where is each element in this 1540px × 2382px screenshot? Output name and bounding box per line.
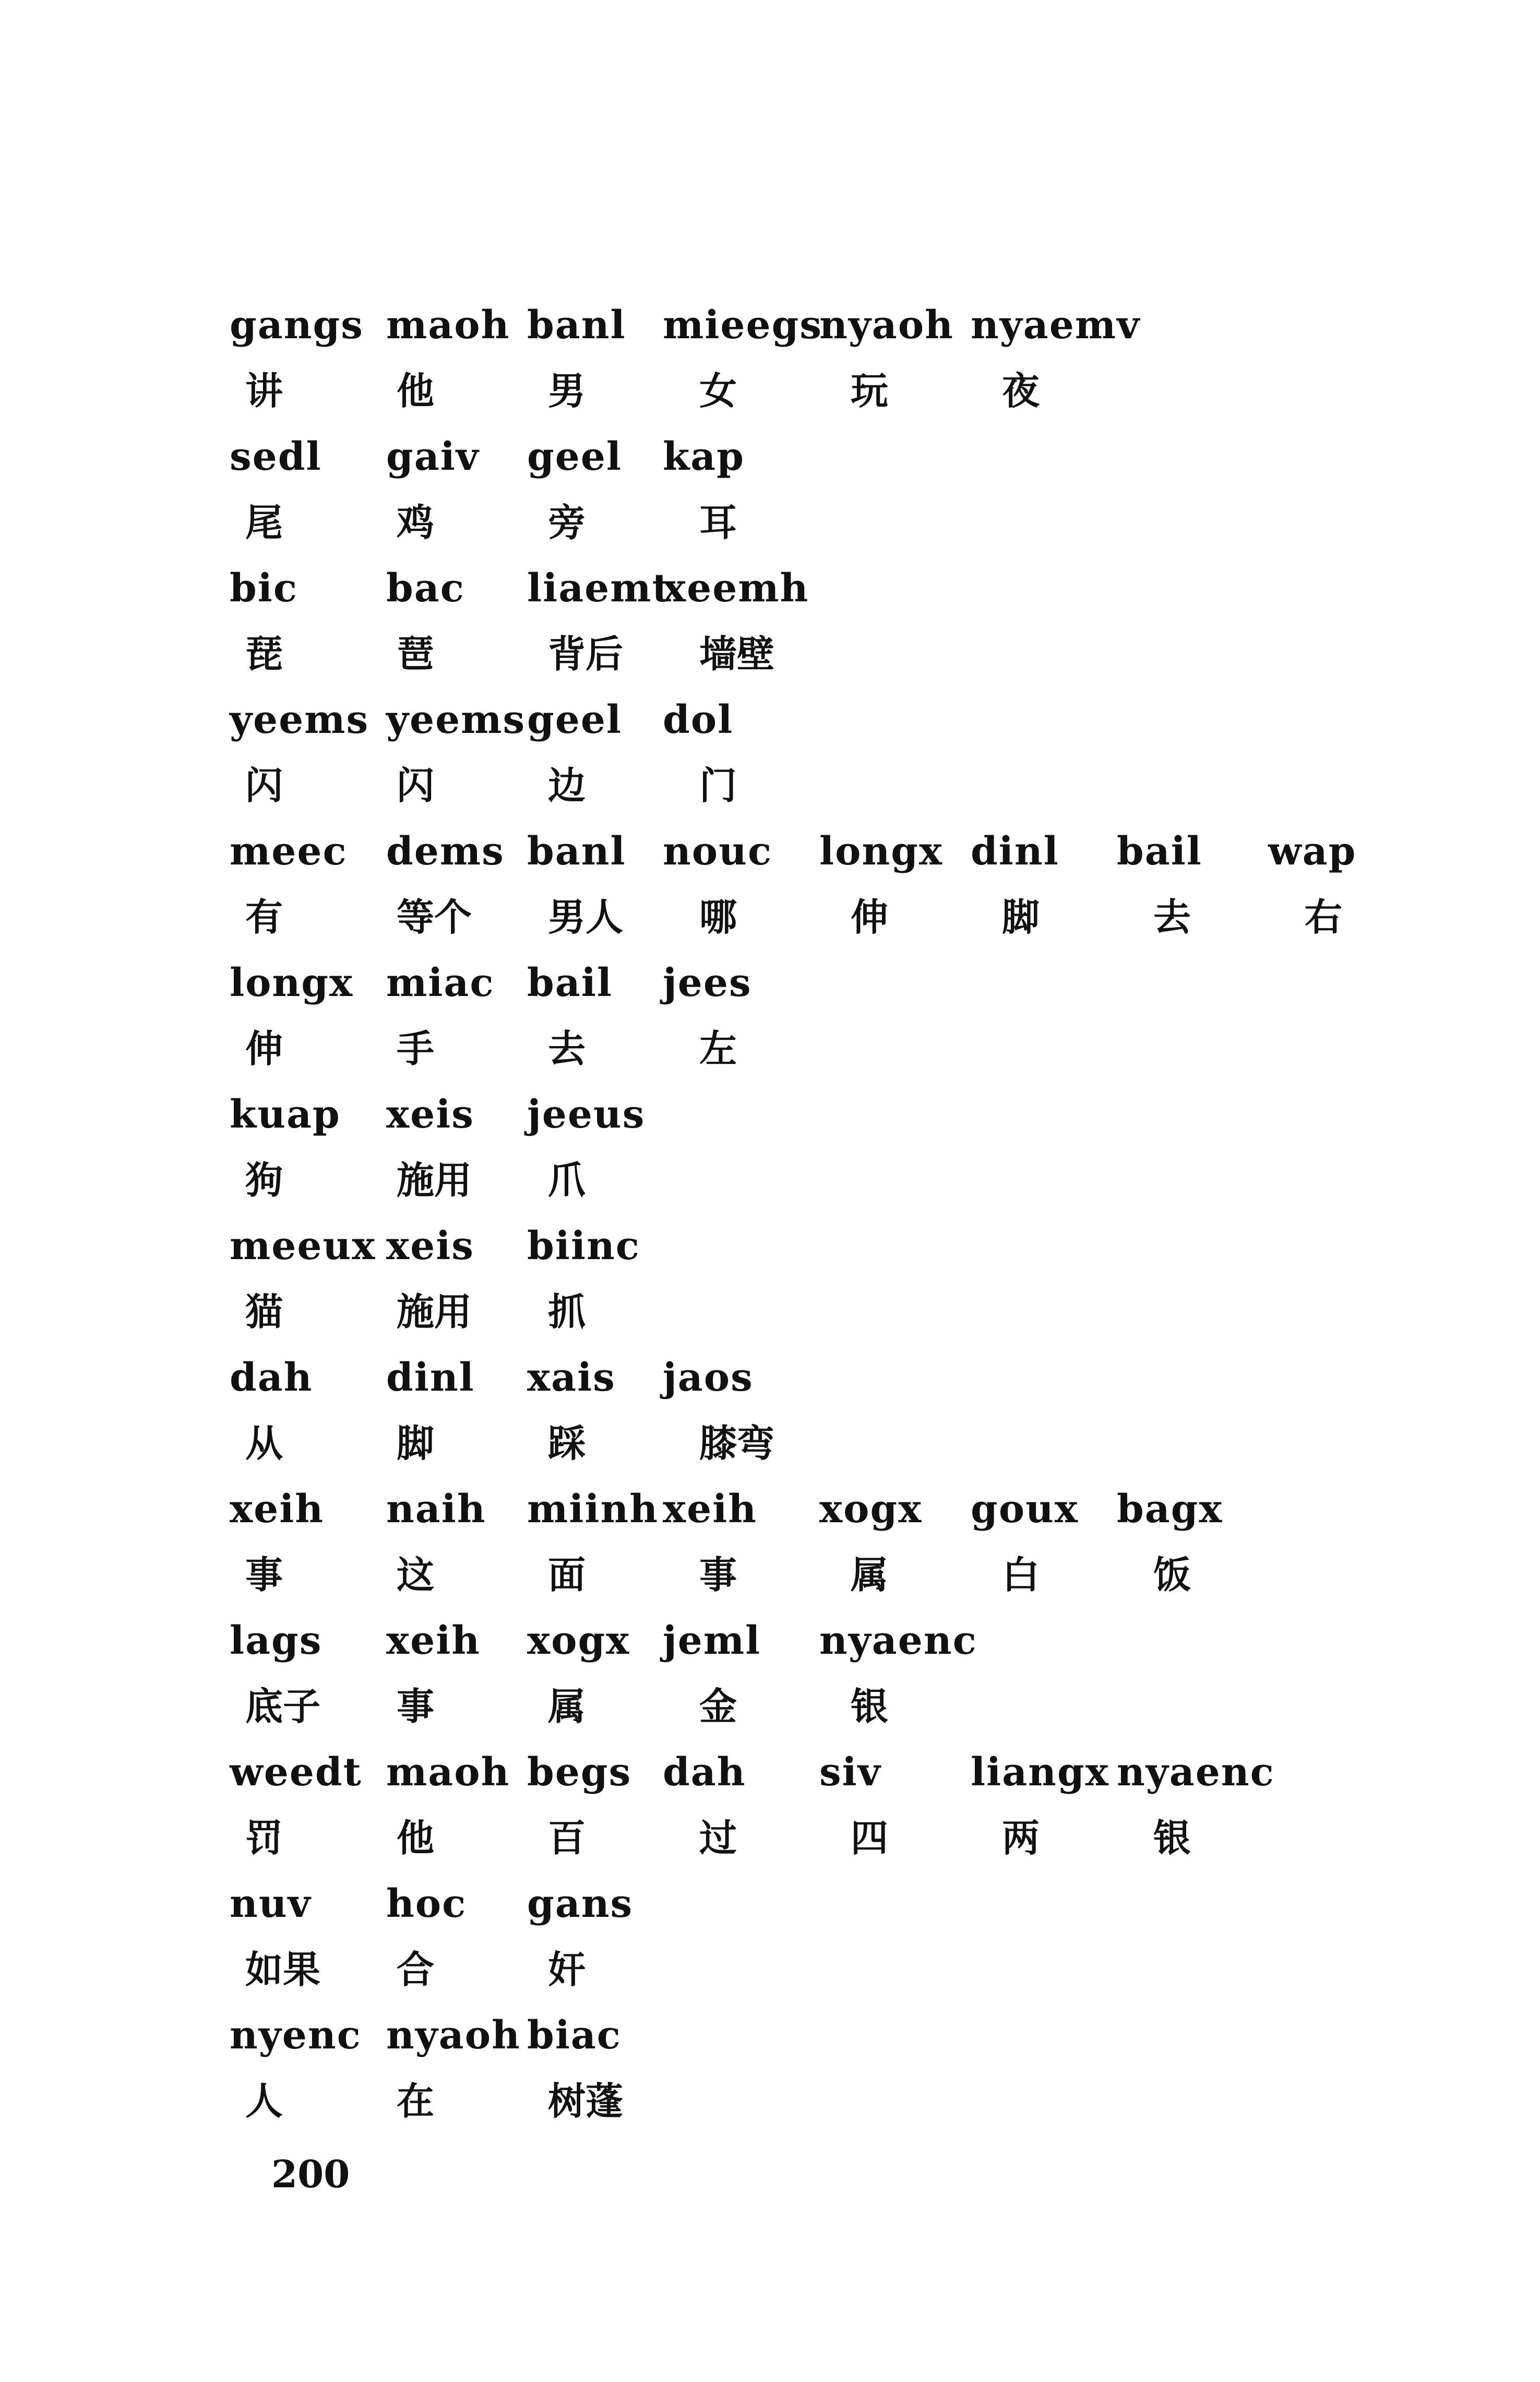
line-pair <box>230 1608 1430 1739</box>
gloss-word: 饭 <box>1153 1553 1191 1597</box>
gloss-word: 奸 <box>548 1948 586 1992</box>
transcription-word: yeems <box>386 697 526 742</box>
gloss-word: 底子 <box>245 1685 321 1728</box>
transcription-line <box>230 1476 1430 1542</box>
line-pair <box>230 819 1430 950</box>
transcription-word: bail <box>1117 829 1202 874</box>
transcription-word: miac <box>386 961 495 1005</box>
gloss-word: 踩 <box>548 1421 586 1465</box>
gloss-word: 手 <box>397 1027 435 1071</box>
transcription-word: banl <box>527 303 626 348</box>
gloss-word: 过 <box>699 1816 737 1860</box>
gloss-word: 耳 <box>699 501 737 544</box>
gloss-word: 尾 <box>245 501 283 544</box>
line-pair <box>230 555 1430 687</box>
transcription-word: nyenc <box>230 2013 362 2058</box>
transcription-word: maoh <box>386 1750 510 1795</box>
gloss-word: 事 <box>699 1553 737 1597</box>
transcription-word: gans <box>527 1881 634 1926</box>
gloss-word: 在 <box>397 2079 435 2123</box>
transcription-word: nyaemv <box>971 303 1141 348</box>
gloss-word: 银 <box>1153 1816 1191 1860</box>
gloss-word: 伸 <box>245 1027 283 1071</box>
gloss-word: 四 <box>851 1816 889 1860</box>
gloss-line <box>230 884 1430 950</box>
line-pair <box>230 1345 1430 1476</box>
transcription-word: banl <box>527 829 626 874</box>
transcription-word: maoh <box>386 303 510 348</box>
gloss-word: 事 <box>245 1553 283 1597</box>
transcription-word: jeeus <box>527 1092 646 1137</box>
transcription-word: nyaoh <box>386 2013 521 2058</box>
transcription-word: xais <box>527 1355 616 1400</box>
transcription-line <box>230 950 1430 1016</box>
transcription-word: kap <box>663 434 745 479</box>
transcription-line <box>230 424 1430 490</box>
transcription-line <box>230 1871 1430 1937</box>
gloss-word: 闪 <box>245 764 283 808</box>
gloss-word: 这 <box>397 1553 435 1597</box>
gloss-word: 门 <box>699 764 737 808</box>
transcription-word: nouc <box>663 829 773 874</box>
transcription-word: xogx <box>819 1487 923 1532</box>
transcription-line <box>230 1345 1430 1411</box>
transcription-word: bail <box>527 961 613 1005</box>
transcription-word: jaos <box>663 1355 754 1400</box>
gloss-word: 抓 <box>548 1290 586 1334</box>
gloss-line <box>230 753 1430 819</box>
transcription-word: lags <box>230 1618 323 1663</box>
gloss-word: 琵 <box>245 632 283 676</box>
gloss-word: 属 <box>548 1685 586 1728</box>
transcription-line <box>230 819 1430 884</box>
gloss-line <box>230 490 1430 555</box>
gloss-line <box>230 1016 1430 1082</box>
gloss-word: 银 <box>851 1685 889 1728</box>
gloss-word: 男人 <box>548 895 624 939</box>
gloss-word: 有 <box>245 895 283 939</box>
transcription-word: jees <box>663 961 752 1005</box>
gloss-word: 两 <box>1002 1816 1040 1860</box>
gloss-word: 如果 <box>245 1948 321 1992</box>
gloss-line <box>230 1937 1430 2002</box>
transcription-word: dems <box>386 829 505 874</box>
transcription-word: kuap <box>230 1092 341 1137</box>
gloss-word: 伸 <box>851 895 889 939</box>
transcription-word: miinh <box>527 1487 659 1532</box>
gloss-word: 等个 <box>397 895 472 939</box>
transcription-word: siv <box>819 1750 881 1795</box>
transcription-word: longx <box>230 961 354 1005</box>
transcription-word: naih <box>386 1487 486 1532</box>
gloss-word: 边 <box>548 764 586 808</box>
line-pair <box>230 1082 1430 1213</box>
gloss-word: 去 <box>1153 895 1191 939</box>
gloss-word: 狗 <box>245 1158 283 1202</box>
transcription-word: bic <box>230 566 298 611</box>
transcription-word: meeux <box>230 1224 376 1269</box>
transcription-word: xeemh <box>663 566 809 611</box>
line-pair <box>230 1739 1430 1871</box>
gloss-word: 白 <box>1002 1553 1040 1597</box>
transcription-word: geel <box>527 697 623 742</box>
line-pair <box>230 687 1430 819</box>
line-pair <box>230 1213 1430 1345</box>
gloss-word: 女 <box>699 369 737 413</box>
line-pair <box>230 950 1430 1082</box>
gloss-word: 他 <box>397 369 435 413</box>
gloss-word: 琶 <box>397 632 435 676</box>
gloss-word: 男 <box>548 369 586 413</box>
gloss-word: 脚 <box>397 1421 435 1465</box>
gloss-word: 合 <box>397 1948 435 1992</box>
transcription-line <box>230 1608 1430 1674</box>
gloss-word: 面 <box>548 1553 586 1597</box>
gloss-word: 罚 <box>245 1816 283 1860</box>
gloss-word: 爪 <box>548 1158 586 1202</box>
gloss-word: 金 <box>699 1685 737 1728</box>
transcription-word: liangx <box>971 1750 1109 1795</box>
transcription-word: xeis <box>386 1224 474 1269</box>
gloss-word: 施用 <box>397 1290 472 1334</box>
transcription-word: dol <box>663 697 734 742</box>
transcription-word: dah <box>230 1355 313 1400</box>
gloss-word: 去 <box>548 1027 586 1071</box>
gloss-word: 右 <box>1305 895 1343 939</box>
line-pair <box>230 1871 1430 2002</box>
gloss-line <box>230 1805 1430 1871</box>
gloss-line <box>230 1147 1430 1213</box>
gloss-word: 树蓬 <box>548 2079 624 2123</box>
gloss-word: 玩 <box>851 369 889 413</box>
transcription-word: longx <box>819 829 944 874</box>
transcription-line <box>230 1082 1430 1147</box>
gloss-word: 讲 <box>245 369 283 413</box>
transcription-line <box>230 2002 1430 2068</box>
gloss-word: 左 <box>699 1027 737 1071</box>
gloss-word: 施用 <box>397 1158 472 1202</box>
transcription-word: mieegs <box>663 303 822 348</box>
gloss-line <box>230 621 1430 687</box>
transcription-word: wap <box>1268 829 1357 874</box>
transcription-line <box>230 687 1430 753</box>
page-number: 200 <box>271 2152 350 2196</box>
gloss-word: 人 <box>245 2079 283 2123</box>
gloss-word: 哪 <box>699 895 737 939</box>
line-pair <box>230 424 1430 555</box>
transcription-word: dinl <box>386 1355 475 1400</box>
transcription-word: yeems <box>230 697 369 742</box>
transcription-word: dinl <box>971 829 1059 874</box>
gloss-word: 他 <box>397 1816 435 1860</box>
transcription-word: goux <box>971 1487 1079 1532</box>
gloss-word: 事 <box>397 1685 435 1728</box>
interlinear-text <box>230 292 1430 2134</box>
gloss-word: 猫 <box>245 1290 283 1334</box>
gloss-word: 属 <box>851 1553 889 1597</box>
transcription-word: bac <box>386 566 465 611</box>
transcription-word: nyaenc <box>819 1618 977 1663</box>
gloss-word: 旁 <box>548 501 586 544</box>
gloss-line <box>230 1411 1430 1476</box>
line-pair <box>230 2002 1430 2134</box>
transcription-word: bagx <box>1117 1487 1223 1532</box>
gloss-line <box>230 358 1430 424</box>
transcription-word: xeih <box>386 1618 481 1663</box>
transcription-line <box>230 292 1430 358</box>
transcription-word: xeih <box>230 1487 325 1532</box>
transcription-word: geel <box>527 434 623 479</box>
transcription-word: xeis <box>386 1092 474 1137</box>
transcription-word: nuv <box>230 1881 312 1926</box>
transcription-word: biac <box>527 2013 622 2058</box>
gloss-line <box>230 1279 1430 1345</box>
transcription-line <box>230 1213 1430 1279</box>
transcription-word: weedt <box>230 1750 362 1795</box>
gloss-word: 墙壁 <box>699 632 775 676</box>
gloss-word: 从 <box>245 1421 283 1465</box>
transcription-word: gaiv <box>386 434 480 479</box>
transcription-line <box>230 555 1430 621</box>
transcription-word: jeml <box>663 1618 761 1663</box>
gloss-word: 鸡 <box>397 501 435 544</box>
transcription-word: sedl <box>230 434 322 479</box>
gloss-word: 背后 <box>548 632 624 676</box>
gloss-line <box>230 1674 1430 1739</box>
transcription-word: xeih <box>663 1487 758 1532</box>
gloss-word: 膝弯 <box>699 1421 775 1465</box>
transcription-word: nyaenc <box>1117 1750 1275 1795</box>
transcription-word: biinc <box>527 1224 640 1269</box>
transcription-line <box>230 1739 1430 1805</box>
gloss-word: 脚 <box>1002 895 1040 939</box>
gloss-line <box>230 1542 1430 1608</box>
gloss-word: 百 <box>548 1816 586 1860</box>
transcription-word: nyaoh <box>819 303 954 348</box>
gloss-word: 夜 <box>1002 369 1040 413</box>
gloss-word: 闪 <box>397 764 435 808</box>
transcription-word: dah <box>663 1750 746 1795</box>
transcription-word: gangs <box>230 303 364 348</box>
transcription-word: liaemt <box>527 566 671 611</box>
gloss-line <box>230 2068 1430 2134</box>
line-pair <box>230 292 1430 424</box>
transcription-word: begs <box>527 1750 632 1795</box>
transcription-word: xogx <box>527 1618 630 1663</box>
transcription-word: hoc <box>386 1881 467 1926</box>
transcription-word: meec <box>230 829 348 874</box>
line-pair <box>230 1476 1430 1608</box>
